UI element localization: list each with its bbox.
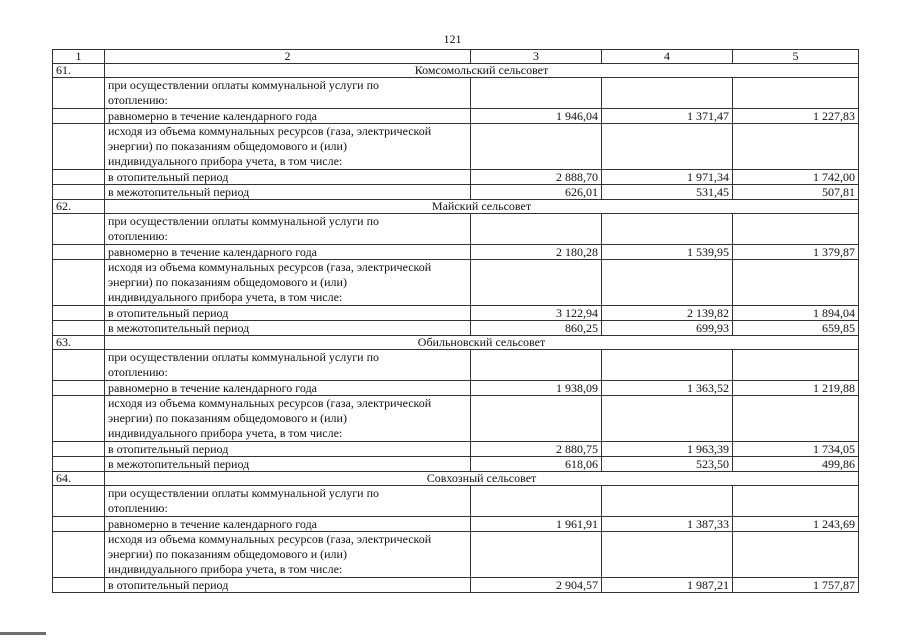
- empty-number-cell: [53, 517, 105, 532]
- column-header-3: 3: [471, 50, 602, 64]
- description-line: равномерно в течение календарного года: [108, 109, 317, 123]
- value-cell-col5: [733, 350, 859, 381]
- section-number: 64.: [53, 472, 105, 486]
- empty-number-cell: [53, 124, 105, 170]
- value-cell-col4: 1 371,47: [602, 109, 733, 124]
- table-row: [53, 185, 859, 200]
- description-line: исходя из объема коммунальных ресурсов (газа, электрической: [108, 396, 432, 410]
- value-cell-col3: 1 938,09: [471, 381, 602, 396]
- value-cell-col3: 3 122,94: [471, 306, 602, 321]
- section-name: Майский сельсовет: [105, 200, 859, 214]
- description-line: равномерно в течение календарного года: [108, 381, 317, 395]
- description-line: индивидуального прибора учета, в том числе:: [108, 154, 343, 168]
- value-cell-col5: [733, 532, 859, 578]
- table-row: [53, 170, 859, 185]
- value-cell-col4: 1 971,34: [602, 170, 733, 185]
- value-cell-col4: 1 387,33: [602, 517, 733, 532]
- section-number: 61.: [53, 64, 105, 78]
- value-cell-col5: 1 227,83: [733, 109, 859, 124]
- description-line: при осуществлении оплаты коммунальной услуги по: [108, 78, 379, 92]
- value-cell-col5: 1 243,69: [733, 517, 859, 532]
- empty-number-cell: [53, 486, 105, 517]
- description-line: в межотопительный период: [108, 457, 250, 471]
- section-header-row: [53, 64, 859, 78]
- section-header-row: [53, 472, 859, 486]
- value-cell-col4: [602, 396, 733, 442]
- row-description: [105, 321, 471, 336]
- tariff-table: [52, 49, 859, 593]
- row-description: [105, 306, 471, 321]
- description-line: в межотопительный период: [108, 321, 250, 335]
- value-cell-col4: 1 363,52: [602, 381, 733, 396]
- value-cell-col3: 1 946,04: [471, 109, 602, 124]
- empty-number-cell: [53, 457, 105, 472]
- value-cell-col5: 1 894,04: [733, 306, 859, 321]
- table-row: [53, 124, 859, 170]
- empty-number-cell: [53, 321, 105, 336]
- description-line: индивидуального прибора учета, в том числе:: [108, 426, 343, 440]
- value-cell-col5: [733, 260, 859, 306]
- description-line: энергии) по показаниям общедомового и (или): [108, 547, 347, 561]
- description-line: в отопительный период: [108, 578, 229, 592]
- row-description: [105, 109, 471, 124]
- value-cell-col4: 1 539,95: [602, 245, 733, 260]
- value-cell-col5: 499,86: [733, 457, 859, 472]
- value-cell-col3: 2 180,28: [471, 245, 602, 260]
- table-row: [53, 578, 859, 593]
- column-number-row: [53, 50, 859, 64]
- description-line: в межотопительный период: [108, 185, 250, 199]
- row-description: [105, 214, 471, 245]
- description-line: энергии) по показаниям общедомового и (или): [108, 275, 347, 289]
- description-line: индивидуального прибора учета, в том числе:: [108, 290, 343, 304]
- value-cell-col5: 659,85: [733, 321, 859, 336]
- value-cell-col3: [471, 214, 602, 245]
- scan-edge-mark: [0, 632, 46, 635]
- description-line: равномерно в течение календарного года: [108, 517, 317, 531]
- value-cell-col4: [602, 78, 733, 109]
- value-cell-col3: 2 880,75: [471, 442, 602, 457]
- value-cell-col5: 1 742,00: [733, 170, 859, 185]
- value-cell-col4: [602, 124, 733, 170]
- value-cell-col3: [471, 486, 602, 517]
- empty-number-cell: [53, 442, 105, 457]
- value-cell-col3: [471, 532, 602, 578]
- section-name: Обильновский сельсовет: [105, 336, 859, 350]
- row-description: [105, 442, 471, 457]
- value-cell-col4: 1 963,39: [602, 442, 733, 457]
- description-line: отоплению:: [108, 229, 168, 243]
- column-header-1: 1: [53, 50, 105, 64]
- table-row: [53, 532, 859, 578]
- empty-number-cell: [53, 245, 105, 260]
- value-cell-col4: [602, 260, 733, 306]
- value-cell-col5: [733, 78, 859, 109]
- row-description: [105, 532, 471, 578]
- value-cell-col5: [733, 396, 859, 442]
- table-row: [53, 306, 859, 321]
- empty-number-cell: [53, 170, 105, 185]
- value-cell-col4: [602, 350, 733, 381]
- row-description: [105, 78, 471, 109]
- table-row: [53, 517, 859, 532]
- value-cell-col4: 1 987,21: [602, 578, 733, 593]
- empty-number-cell: [53, 396, 105, 442]
- description-line: при осуществлении оплаты коммунальной услуги по: [108, 214, 379, 228]
- description-line: индивидуального прибора учета, в том числе:: [108, 562, 343, 576]
- description-line: исходя из объема коммунальных ресурсов (газа, электрической: [108, 124, 432, 138]
- value-cell-col3: 860,25: [471, 321, 602, 336]
- table-row: [53, 457, 859, 472]
- empty-number-cell: [53, 78, 105, 109]
- description-line: в отопительный период: [108, 306, 229, 320]
- description-line: отоплению:: [108, 501, 168, 515]
- value-cell-col5: 1 734,05: [733, 442, 859, 457]
- empty-number-cell: [53, 578, 105, 593]
- description-line: энергии) по показаниям общедомового и (или): [108, 139, 347, 153]
- table-row: [53, 78, 859, 109]
- value-cell-col3: 2 904,57: [471, 578, 602, 593]
- row-description: [105, 350, 471, 381]
- description-line: при осуществлении оплаты коммунальной услуги по: [108, 350, 379, 364]
- value-cell-col3: 626,01: [471, 185, 602, 200]
- section-name: Совхозный сельсовет: [105, 472, 859, 486]
- description-line: исходя из объема коммунальных ресурсов (газа, электрической: [108, 532, 432, 546]
- value-cell-col4: [602, 214, 733, 245]
- table-body: [53, 50, 859, 593]
- value-cell-col5: 1 379,87: [733, 245, 859, 260]
- description-line: отоплению:: [108, 93, 168, 107]
- row-description: [105, 457, 471, 472]
- value-cell-col3: [471, 78, 602, 109]
- value-cell-col3: [471, 260, 602, 306]
- row-description: [105, 245, 471, 260]
- description-line: равномерно в течение календарного года: [108, 245, 317, 259]
- column-header-2: 2: [105, 50, 471, 64]
- value-cell-col5: [733, 214, 859, 245]
- empty-number-cell: [53, 185, 105, 200]
- value-cell-col3: [471, 350, 602, 381]
- empty-number-cell: [53, 532, 105, 578]
- section-number: 63.: [53, 336, 105, 350]
- table-row: [53, 321, 859, 336]
- empty-number-cell: [53, 350, 105, 381]
- description-line: в отопительный период: [108, 170, 229, 184]
- value-cell-col4: 523,50: [602, 457, 733, 472]
- page-number: 121: [443, 32, 462, 46]
- empty-number-cell: [53, 381, 105, 396]
- value-cell-col3: 618,06: [471, 457, 602, 472]
- description-line: при осуществлении оплаты коммунальной услуги по: [108, 486, 379, 500]
- row-description: [105, 124, 471, 170]
- column-header-5: 5: [733, 50, 859, 64]
- description-line: исходя из объема коммунальных ресурсов (газа, электрической: [108, 260, 432, 274]
- description-line: в отопительный период: [108, 442, 229, 456]
- table-row: [53, 245, 859, 260]
- row-description: [105, 396, 471, 442]
- row-description: [105, 381, 471, 396]
- table-row: [53, 442, 859, 457]
- value-cell-col4: [602, 486, 733, 517]
- table-row: [53, 486, 859, 517]
- empty-number-cell: [53, 214, 105, 245]
- empty-number-cell: [53, 260, 105, 306]
- row-description: [105, 185, 471, 200]
- value-cell-col4: 531,45: [602, 185, 733, 200]
- value-cell-col5: 1 757,87: [733, 578, 859, 593]
- row-description: [105, 170, 471, 185]
- value-cell-col4: 2 139,82: [602, 306, 733, 321]
- empty-number-cell: [53, 306, 105, 321]
- section-name: Комсомольский сельсовет: [105, 64, 859, 78]
- description-line: энергии) по показаниям общедомового и (или): [108, 411, 347, 425]
- table-row: [53, 396, 859, 442]
- section-number: 62.: [53, 200, 105, 214]
- value-cell-col3: 2 888,70: [471, 170, 602, 185]
- value-cell-col5: 507,81: [733, 185, 859, 200]
- value-cell-col5: [733, 486, 859, 517]
- table-row: [53, 214, 859, 245]
- row-description: [105, 517, 471, 532]
- table-row: [53, 350, 859, 381]
- value-cell-col4: 699,93: [602, 321, 733, 336]
- value-cell-col5: 1 219,88: [733, 381, 859, 396]
- row-description: [105, 260, 471, 306]
- table-row: [53, 109, 859, 124]
- section-header-row: [53, 200, 859, 214]
- value-cell-col5: [733, 124, 859, 170]
- row-description: [105, 578, 471, 593]
- table-row: [53, 260, 859, 306]
- row-description: [105, 486, 471, 517]
- value-cell-col3: [471, 124, 602, 170]
- value-cell-col4: [602, 532, 733, 578]
- table-row: [53, 381, 859, 396]
- column-header-4: 4: [602, 50, 733, 64]
- value-cell-col3: 1 961,91: [471, 517, 602, 532]
- section-header-row: [53, 336, 859, 350]
- description-line: отоплению:: [108, 365, 168, 379]
- value-cell-col3: [471, 396, 602, 442]
- empty-number-cell: [53, 109, 105, 124]
